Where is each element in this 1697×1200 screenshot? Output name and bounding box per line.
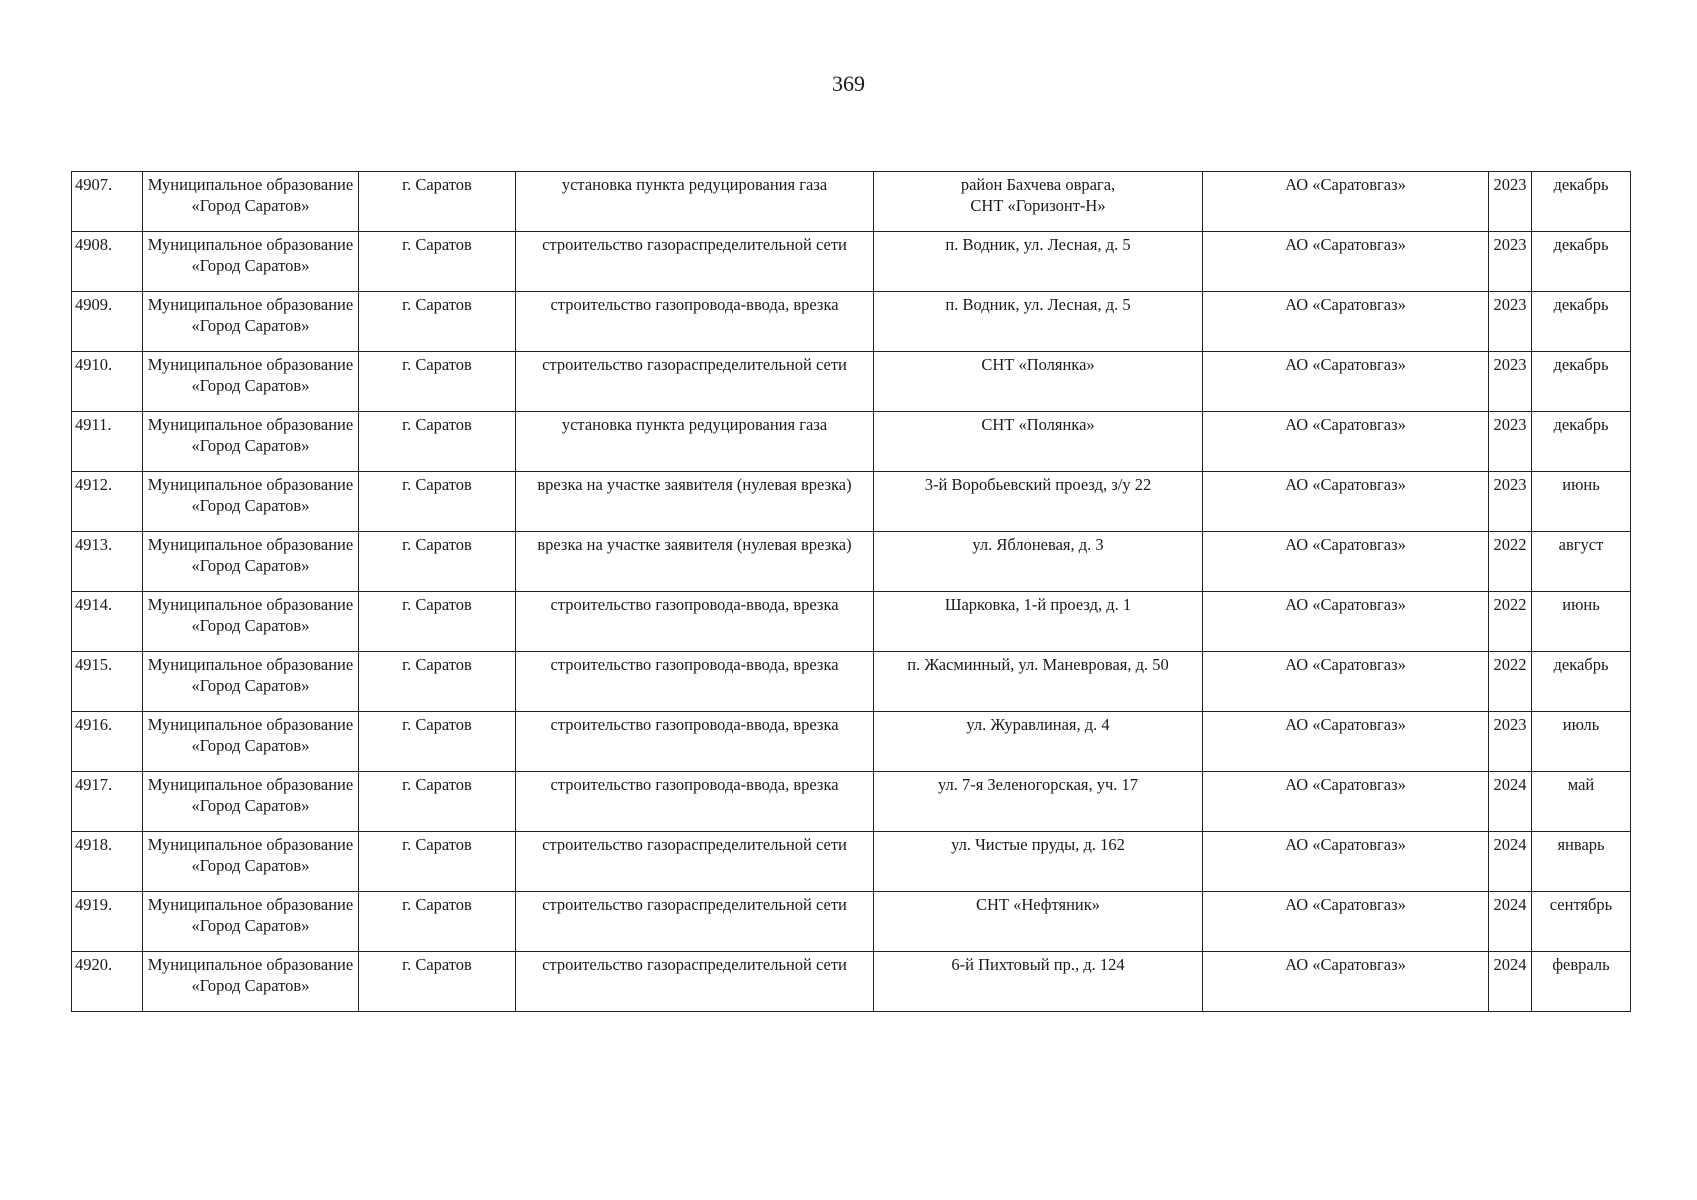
table-row [72,652,1631,712]
municipality-cell: Муниципальное образование «Город Саратов» [143,592,359,652]
city-cell: г. Саратов [359,232,516,292]
municipality-cell: Муниципальное образование «Город Саратов» [143,232,359,292]
organization-cell: АО «Саратовгаз» [1203,592,1489,652]
table-row [72,532,1631,592]
year-cell: 2023 [1489,472,1532,532]
organization-cell: АО «Саратовгаз» [1203,532,1489,592]
municipality-cell: Муниципальное образование «Город Саратов» [143,292,359,352]
organization-cell: АО «Саратовгаз» [1203,172,1489,232]
page-number: 369 [832,71,865,96]
month-cell: июнь [1532,592,1631,652]
organization-cell: АО «Саратовгаз» [1203,352,1489,412]
municipality-cell: Муниципальное образование «Город Саратов» [143,892,359,952]
work-type-cell: строительство газопровода-ввода, врезка [516,772,874,832]
municipality-cell: Муниципальное образование «Город Саратов» [143,412,359,472]
work-type-cell: строительство газораспределительной сети [516,232,874,292]
month-cell: сентябрь [1532,892,1631,952]
address-cell [874,532,1203,592]
table-row [72,952,1631,1012]
organization-cell: АО «Саратовгаз» [1203,652,1489,712]
organization-cell: АО «Саратовгаз» [1203,892,1489,952]
city-cell: г. Саратов [359,772,516,832]
address-line-1: ул. Чистые пруды, д. 162 [951,835,1125,854]
address-cell [874,172,1203,232]
month-cell: февраль [1532,952,1631,1012]
row-number: 4920. [72,952,143,1012]
municipality-cell: Муниципальное образование «Город Саратов» [143,172,359,232]
work-type-cell: строительство газораспределительной сети [516,892,874,952]
municipality-cell: Муниципальное образование «Город Саратов» [143,652,359,712]
table-row [72,412,1631,472]
organization-cell: АО «Саратовгаз» [1203,712,1489,772]
month-cell: декабрь [1532,232,1631,292]
city-cell: г. Саратов [359,592,516,652]
address-cell [874,772,1203,832]
organization-cell: АО «Саратовгаз» [1203,772,1489,832]
work-type-cell: установка пункта редуцирования газа [516,172,874,232]
month-cell: август [1532,532,1631,592]
table-row [72,172,1631,232]
address-cell [874,892,1203,952]
table-row [72,592,1631,652]
address-cell [874,232,1203,292]
year-cell: 2023 [1489,292,1532,352]
work-type-cell: установка пункта редуцирования газа [516,412,874,472]
row-number: 4917. [72,772,143,832]
table-row [72,832,1631,892]
city-cell: г. Саратов [359,832,516,892]
city-cell: г. Саратов [359,712,516,772]
city-cell: г. Саратов [359,412,516,472]
address-line-2: СНТ «Горизонт-Н» [970,195,1106,215]
city-cell: г. Саратов [359,352,516,412]
row-number: 4916. [72,712,143,772]
month-cell: декабрь [1532,172,1631,232]
table-row [72,352,1631,412]
city-cell: г. Саратов [359,532,516,592]
organization-cell: АО «Саратовгаз» [1203,472,1489,532]
address-line-1: СНТ «Нефтяник» [975,895,1101,914]
month-cell: январь [1532,832,1631,892]
row-number: 4910. [72,352,143,412]
year-cell: 2024 [1489,892,1532,952]
city-cell: г. Саратов [359,292,516,352]
row-number: 4909. [72,292,143,352]
work-type-cell: строительство газораспределительной сети [516,832,874,892]
month-cell: декабрь [1532,652,1631,712]
row-number: 4913. [72,532,143,592]
address-cell [874,292,1203,352]
address-line-1: п. Жасминный, ул. Маневровая, д. 50 [907,655,1169,674]
municipality-cell: Муниципальное образование «Город Саратов» [143,352,359,412]
month-cell: декабрь [1532,412,1631,472]
address-cell [874,952,1203,1012]
address-cell [874,592,1203,652]
row-number: 4915. [72,652,143,712]
address-line-1: п. Водник, ул. Лесная, д. 5 [945,235,1131,254]
municipality-cell: Муниципальное образование «Город Саратов» [143,472,359,532]
month-cell: май [1532,772,1631,832]
table-row [72,772,1631,832]
address-line-1: Шарковка, 1-й проезд, д. 1 [944,595,1132,614]
row-number: 4919. [72,892,143,952]
municipality-cell: Муниципальное образование «Город Саратов» [143,712,359,772]
month-cell: июнь [1532,472,1631,532]
municipality-cell: Муниципальное образование «Город Саратов» [143,772,359,832]
address-line-1: район Бахчева оврага, [960,175,1116,194]
address-line-1: ул. 7-я Зеленогорская, уч. 17 [937,775,1139,794]
address-line-1: 6-й Пихтовый пр., д. 124 [951,955,1125,974]
work-type-cell: строительство газопровода-ввода, врезка [516,652,874,712]
registry-table [71,171,1631,1012]
month-cell: июль [1532,712,1631,772]
year-cell: 2024 [1489,772,1532,832]
city-cell: г. Саратов [359,172,516,232]
year-cell: 2023 [1489,412,1532,472]
work-type-cell: строительство газопровода-ввода, врезка [516,292,874,352]
address-cell [874,472,1203,532]
address-line-1: ул. Журавлиная, д. 4 [966,715,1110,734]
year-cell: 2023 [1489,232,1532,292]
work-type-cell: строительство газопровода-ввода, врезка [516,712,874,772]
city-cell: г. Саратов [359,472,516,532]
row-number: 4908. [72,232,143,292]
year-cell: 2024 [1489,832,1532,892]
work-type-cell: врезка на участке заявителя (нулевая врезка) [516,532,874,592]
year-cell: 2023 [1489,172,1532,232]
address-line-1: СНТ «Полянка» [981,355,1095,374]
address-cell [874,712,1203,772]
year-cell: 2023 [1489,352,1532,412]
year-cell: 2023 [1489,712,1532,772]
table-row [72,232,1631,292]
address-line-1: ул. Яблоневая, д. 3 [972,535,1104,554]
work-type-cell: строительство газопровода-ввода, врезка [516,592,874,652]
year-cell: 2022 [1489,652,1532,712]
municipality-cell: Муниципальное образование «Город Саратов» [143,532,359,592]
organization-cell: АО «Саратовгаз» [1203,832,1489,892]
organization-cell: АО «Саратовгаз» [1203,952,1489,1012]
address-cell [874,652,1203,712]
city-cell: г. Саратов [359,952,516,1012]
work-type-cell: строительство газораспределительной сети [516,352,874,412]
row-number: 4907. [72,172,143,232]
municipality-cell: Муниципальное образование «Город Саратов» [143,832,359,892]
month-cell: декабрь [1532,292,1631,352]
year-cell: 2024 [1489,952,1532,1012]
month-cell: декабрь [1532,352,1631,412]
row-number: 4912. [72,472,143,532]
year-cell: 2022 [1489,592,1532,652]
address-line-1: СНТ «Полянка» [981,415,1095,434]
municipality-cell: Муниципальное образование «Город Саратов» [143,952,359,1012]
year-cell: 2022 [1489,532,1532,592]
work-type-cell: строительство газораспределительной сети [516,952,874,1012]
address-cell [874,832,1203,892]
table-row [72,892,1631,952]
row-number: 4914. [72,592,143,652]
table-row [72,292,1631,352]
table-row [72,472,1631,532]
table-row [72,712,1631,772]
address-cell [874,412,1203,472]
organization-cell: АО «Саратовгаз» [1203,232,1489,292]
address-cell [874,352,1203,412]
address-line-1: 3-й Воробьевский проезд, з/у 22 [924,475,1152,494]
city-cell: г. Саратов [359,652,516,712]
city-cell: г. Саратов [359,892,516,952]
address-line-1: п. Водник, ул. Лесная, д. 5 [945,295,1131,314]
organization-cell: АО «Саратовгаз» [1203,292,1489,352]
row-number: 4918. [72,832,143,892]
work-type-cell: врезка на участке заявителя (нулевая врезка) [516,472,874,532]
row-number: 4911. [72,412,143,472]
organization-cell: АО «Саратовгаз» [1203,412,1489,472]
registry-body [72,172,1631,1012]
